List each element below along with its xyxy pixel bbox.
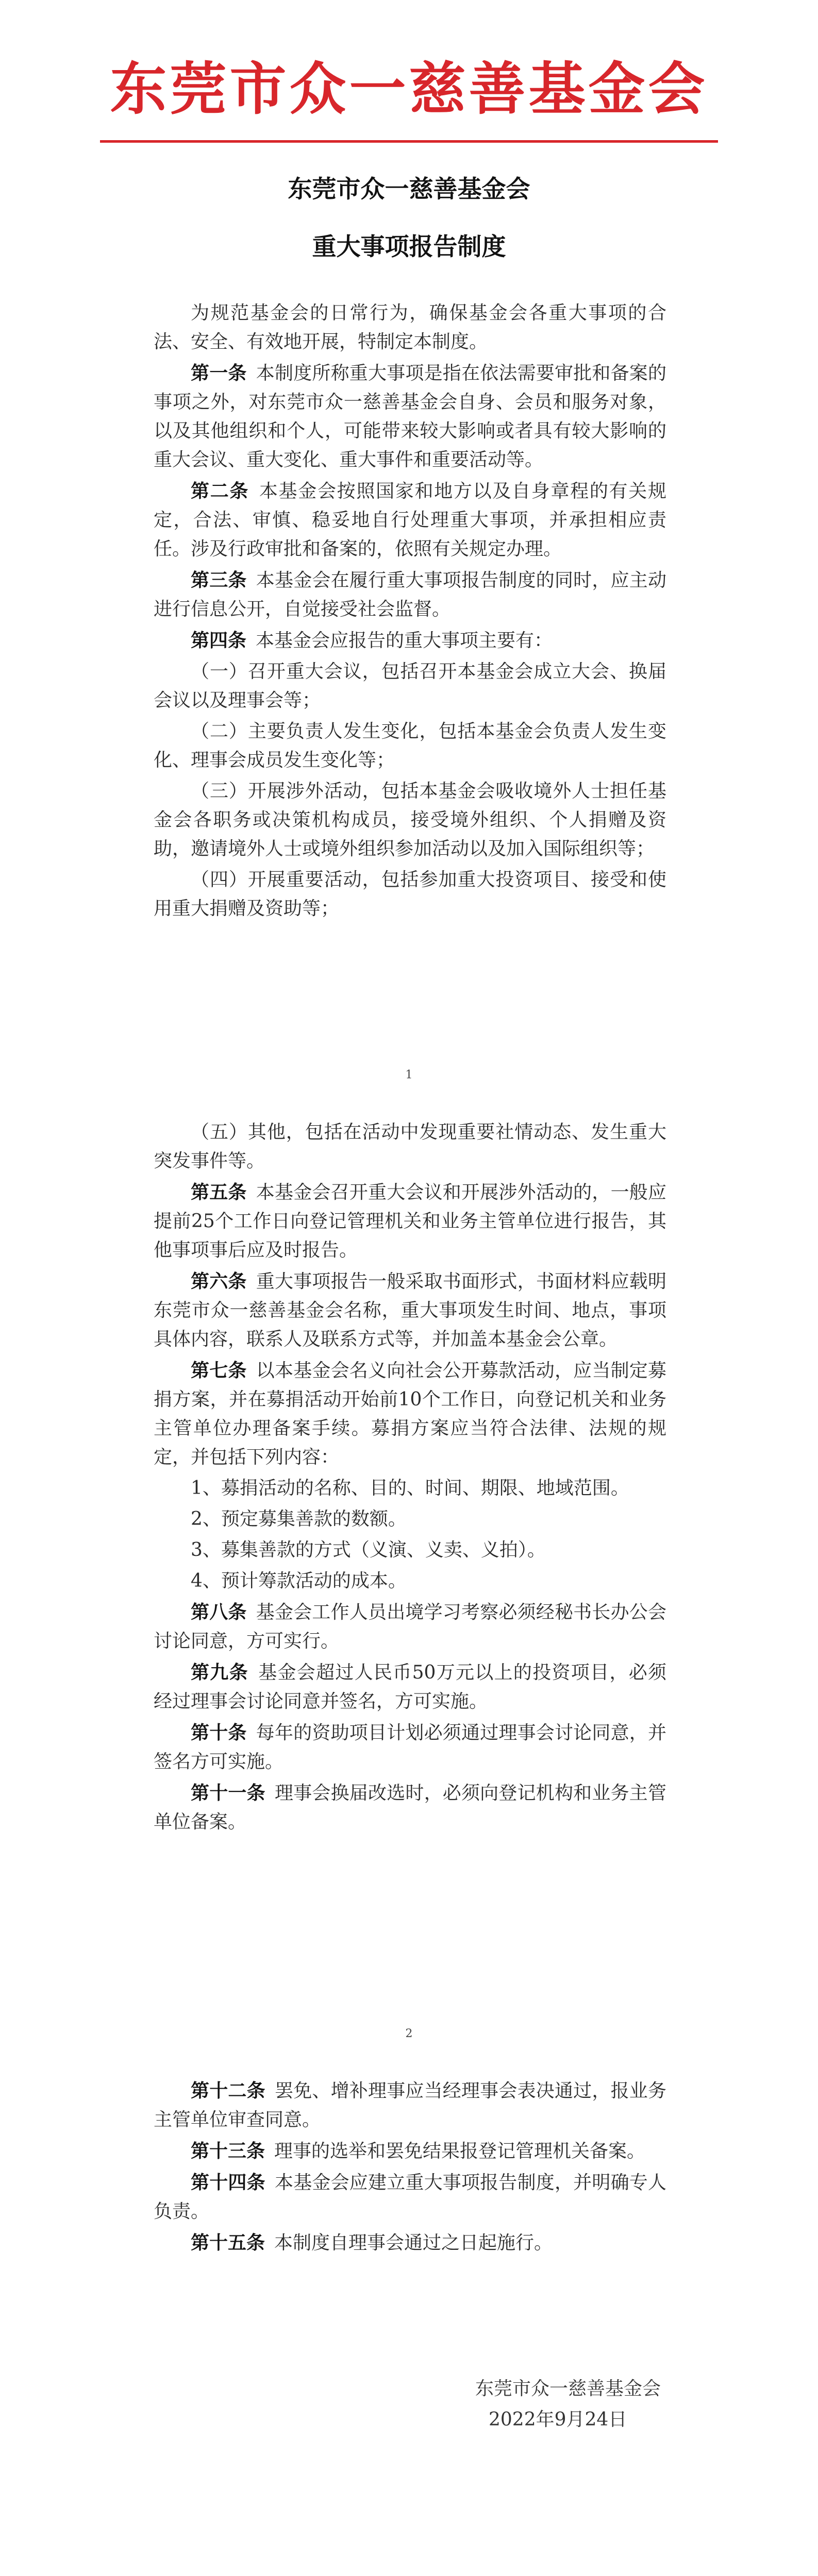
article-number: 第三条	[191, 569, 247, 591]
paragraph-text: 本制度所称重大事项是指在依法需要审批和备案的事项之外，对东莞市众一慈善基金会自身、会员和服务对象，以及其他组织和个人，可能带来较大影响或者具有较大影响的重大会议、重大变化、重大事件和重要活动等。	[154, 363, 666, 470]
paragraph-text: 本基金会召开重大会议和开展涉外活动的，一般应提前25个工作日向登记管理机关和业务主管单位进行报告，其他事项事后应及时报告。	[154, 1182, 666, 1261]
body-paragraph	[154, 717, 666, 775]
article-paragraph	[154, 359, 666, 474]
article-number: 第十四条	[191, 2172, 265, 2193]
paragraph-text: 本基金会应报告的重大事项主要有：	[256, 630, 553, 651]
article-paragraph	[154, 1598, 666, 1656]
body-paragraph	[154, 1505, 666, 1534]
article-number: 第六条	[191, 1270, 247, 1292]
page-2-body	[154, 1118, 666, 1839]
paragraph-text: （四）开展重要活动，包括参加重大投资项目、接受和使用重大捐赠及资助等；	[154, 869, 666, 919]
paragraph-text: 本基金会在履行重大事项报告制度的同时，应主动进行信息公开，自觉接受社会监督。	[154, 570, 666, 620]
paragraph-text: 4、预计筹款活动的成本。	[191, 1570, 407, 1591]
paragraph-text: 为规范基金会的日常行为，确保基金会各重大事项的合法、安全、有效地开展，特制定本制度。	[154, 302, 666, 352]
paragraph-text: 重大事项报告一般采取书面形式，书面材料应载明东莞市众一慈善基金会名称，重大事项发生时间、地点，事项具体内容，联系人及联系方式等，并加盖本基金会公章。	[154, 1271, 666, 1350]
article-number: 第二条	[191, 480, 249, 502]
paragraph-text: 基金会超过人民币50万元以上的投资项目，必须经过理事会讨论同意并签名，方可实施。	[154, 1662, 666, 1712]
paragraph-text: 罢免、增补理事应当经理事会表决通过，报业务主管单位审查同意。	[154, 2080, 666, 2130]
body-paragraph	[154, 777, 666, 863]
article-number: 第一条	[191, 362, 247, 384]
article-paragraph	[154, 1267, 666, 1354]
paragraph-text: 以本基金会名义向社会公开募款活动，应当制定募捐方案，并在募捐活动开始前10个工作日，向登记机关和业务主管单位办理备案手续。募捐方案应当符合法律、法规的规定，并包括下列内容：	[154, 1360, 666, 1468]
paragraph-text: （一）召开重大会议，包括召开本基金会成立大会、换届会议以及理事会等；	[154, 661, 666, 711]
article-paragraph	[154, 1356, 666, 1472]
article-number: 第八条	[191, 1601, 247, 1623]
paragraph-text: 1、募捐活动的名称、目的、时间、期限、地域范围。	[191, 1478, 629, 1499]
paragraph-text: （三）开展涉外活动，包括本基金会吸收境外人士担任基金会各职务或决策机构成员，接受境外组织、个人捐赠及资助，邀请境外人士或境外组织参加活动以及加入国际组织等；	[154, 781, 666, 859]
paragraph-text: 每年的资助项目计划必须通过理事会讨论同意，并签名方可实施。	[154, 1722, 666, 1772]
paragraph-text: 3、募集善款的方式（义演、义卖、义拍）。	[191, 1539, 546, 1561]
body-paragraph	[154, 1536, 666, 1565]
document-title: 东莞市众一慈善基金会	[288, 175, 530, 204]
paragraph-text: 基金会工作人员出境学习考察必须经秘书长办公会讨论同意，方可实行。	[154, 1602, 666, 1652]
article-paragraph	[154, 626, 666, 655]
article-paragraph	[154, 477, 666, 564]
page-number-2: 2	[405, 2027, 413, 2040]
article-number: 第十三条	[191, 2140, 265, 2162]
document-subtitle: 重大事项报告制度	[312, 233, 506, 261]
body-paragraph	[154, 1567, 666, 1596]
article-number: 第七条	[191, 1360, 247, 1381]
paragraph-text: （五）其他，包括在活动中发现重要社情动态、发生重大突发事件等。	[154, 1122, 666, 1172]
article-paragraph	[154, 1178, 666, 1265]
letterhead-title: 东莞市众一慈善基金会	[110, 56, 708, 122]
article-paragraph	[154, 566, 666, 624]
article-paragraph	[154, 2137, 666, 2166]
paragraph-text: 理事会换届改选时，必须向登记机构和业务主管单位备案。	[154, 1783, 666, 1833]
body-paragraph	[154, 866, 666, 923]
page-3-body	[154, 2076, 666, 2260]
article-paragraph	[154, 1658, 666, 1716]
article-paragraph	[154, 1718, 666, 1776]
page-1-body	[154, 299, 666, 925]
paragraph-text: 理事的选举和罢免结果报登记管理机关备案。	[274, 2141, 646, 2162]
paragraph-text: 本制度自理事会通过之日起施行。	[274, 2232, 553, 2253]
paragraph-text: 本基金会按照国家和地方以及自身章程的有关规定，合法、审慎、稳妥地自行处理重大事项，并承担相应责任。涉及行政审批和备案的，依照有关规定办理。	[154, 481, 666, 560]
paragraph-text: （二）主要负责人发生变化，包括本基金会负责人发生变化、理事会成员发生变化等；	[154, 721, 666, 771]
article-number: 第十五条	[191, 2232, 265, 2253]
article-number: 第十条	[191, 1722, 247, 1743]
paragraph-text: 本基金会应建立重大事项报告制度，并明确专人负责。	[154, 2172, 666, 2222]
article-paragraph	[154, 2076, 666, 2134]
article-number: 第十二条	[191, 2080, 265, 2102]
body-paragraph	[154, 1474, 666, 1503]
signature-organization: 东莞市众一慈善基金会	[475, 2378, 661, 2399]
body-paragraph	[154, 657, 666, 715]
article-number: 第四条	[191, 630, 247, 651]
article-paragraph	[154, 2228, 666, 2258]
article-number: 第五条	[191, 1181, 247, 1203]
signature-date: 2022年9月24日	[489, 2409, 627, 2430]
body-paragraph	[154, 299, 666, 357]
body-paragraph	[154, 1118, 666, 1176]
paragraph-text: 2、预定募集善款的数额。	[191, 1509, 407, 1530]
article-number: 第十一条	[191, 1782, 265, 1804]
article-number: 第九条	[191, 1662, 248, 1683]
article-paragraph	[154, 1778, 666, 1837]
letterhead-red-rule	[100, 140, 718, 143]
page-number-1: 1	[405, 1069, 413, 1081]
article-paragraph	[154, 2168, 666, 2226]
